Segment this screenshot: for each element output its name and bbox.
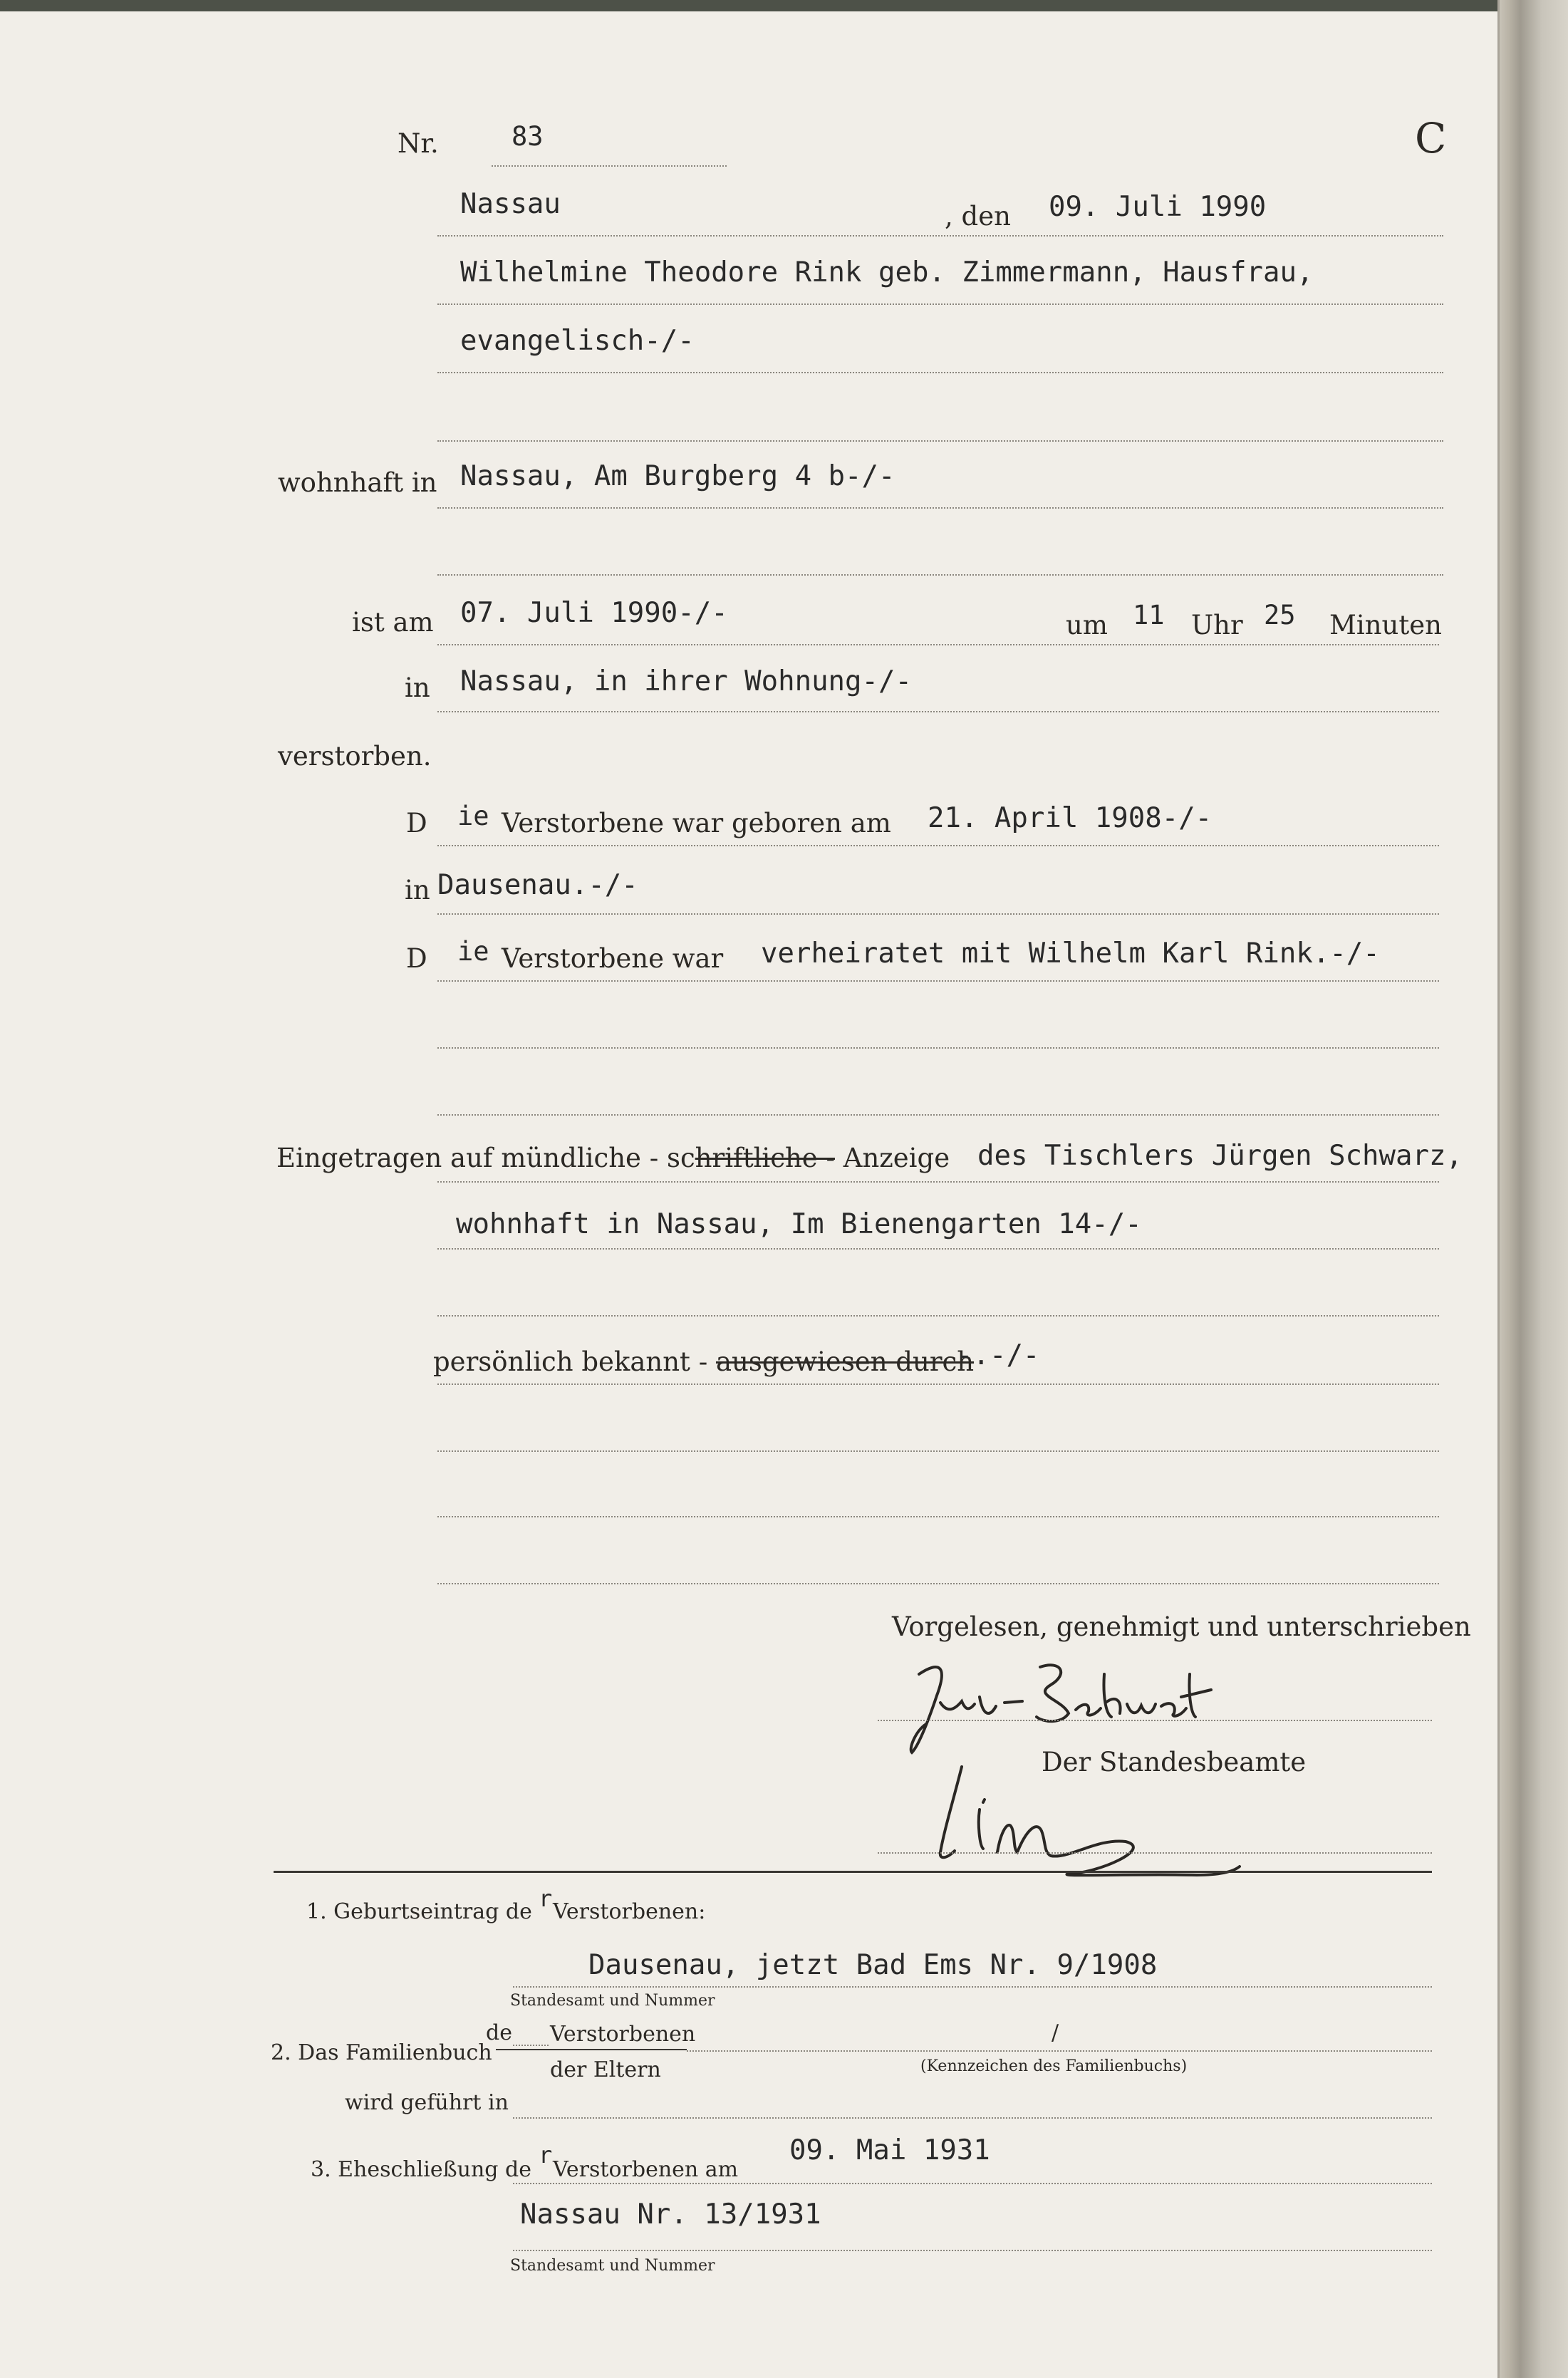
registration-label bbox=[276, 1143, 950, 1173]
signer-rule bbox=[878, 1720, 1432, 1721]
death-date-value: 07. Juli 1990-/- bbox=[460, 597, 728, 629]
birth-label: Verstorbene war geboren am bbox=[502, 808, 891, 838]
birth-ie: ie bbox=[457, 801, 489, 831]
empty-line-6 bbox=[437, 1450, 1439, 1452]
informant-address: wohnhaft in Nassau, Im Bienengarten 14-/- bbox=[456, 1208, 1142, 1240]
minuten-label: Minuten bbox=[1329, 610, 1442, 640]
family-book-slash: / bbox=[1052, 2020, 1059, 2045]
birth-entry-value: Dausenau, jetzt Bad Ems Nr. 9/1908 bbox=[588, 1949, 1158, 1981]
birth-place-value: Dausenau.-/- bbox=[437, 869, 638, 901]
family-book-rule bbox=[687, 2050, 1432, 2052]
empty-line-8 bbox=[437, 1583, 1439, 1584]
identity-rule bbox=[437, 1383, 1439, 1385]
name-line-1: Wilhelmine Theodore Rink geb. Zimmermann, Hausfrau, bbox=[460, 256, 1314, 289]
death-place-value: Nassau, in ihrer Wohnung-/- bbox=[460, 665, 912, 697]
nr-line bbox=[492, 165, 727, 167]
um-label: um bbox=[1066, 610, 1108, 640]
birth-entry-label: 1. Geburtseintrag de bbox=[306, 1899, 532, 1924]
registration-label-prefix: Eingetragen auf mündliche - sc bbox=[276, 1143, 695, 1173]
death-minutes: 25 bbox=[1264, 600, 1296, 630]
family-book-de: de bbox=[486, 2020, 512, 2045]
gefuehrt-rule bbox=[513, 2117, 1432, 2119]
official-rule bbox=[878, 1852, 1432, 1854]
identity-label bbox=[433, 1346, 974, 1377]
marriage-ie: ie bbox=[457, 936, 489, 967]
corner-letter: C bbox=[1415, 114, 1447, 162]
nr-label: Nr. bbox=[398, 128, 439, 159]
marriage-rule bbox=[437, 980, 1439, 982]
family-book-fraction-line bbox=[496, 2049, 687, 2050]
registration-rule-2 bbox=[437, 1248, 1439, 1250]
death-place-label: in bbox=[405, 673, 430, 703]
residence-value: Nassau, Am Burgberg 4 b-/- bbox=[460, 460, 895, 492]
top-edge bbox=[0, 0, 1568, 11]
marriage-entry-rule bbox=[513, 2183, 1432, 2184]
marriage-value: verheiratet mit Wilhelm Karl Rink.-/- bbox=[761, 938, 1380, 970]
book-spine-edge bbox=[1499, 0, 1568, 2378]
family-book-label: 2. Das Familienbuch bbox=[271, 2040, 492, 2065]
verstorben-label: verstorben. bbox=[278, 741, 432, 772]
death-place-rule bbox=[437, 711, 1439, 712]
standesamt-caption-2: Standesamt und Nummer bbox=[510, 2257, 715, 2275]
page-edge-line bbox=[1497, 0, 1500, 2378]
informant-value: des Tischlers Jürgen Schwarz, bbox=[977, 1140, 1463, 1172]
registration-label-struck: hriftliche - bbox=[695, 1143, 835, 1173]
date-value: 09. Juli 1990 bbox=[1049, 191, 1267, 223]
empty-line-1 bbox=[437, 440, 1443, 442]
identity-label-text: persönlich bekannt - bbox=[433, 1346, 716, 1377]
read-approved-label: Vorgelesen, genehmigt und unterschrieben bbox=[892, 1611, 1471, 1642]
birth-d-label: D bbox=[406, 808, 427, 838]
family-book-eltern: der Eltern bbox=[550, 2057, 661, 2082]
birth-entry-suffix: Verstorbenen: bbox=[553, 1899, 706, 1924]
marriage-entry-label: 3. Eheschließung de bbox=[311, 2157, 531, 2182]
empty-line-7 bbox=[437, 1516, 1439, 1517]
empty-line-3 bbox=[437, 1047, 1439, 1049]
place-value: Nassau bbox=[460, 188, 561, 220]
birth-place-label: in bbox=[405, 875, 430, 905]
place-line bbox=[437, 235, 1443, 237]
identity-value: -.-/- bbox=[956, 1339, 1040, 1371]
residence-label: wohnhaft in bbox=[278, 467, 437, 498]
birth-place-rule bbox=[437, 913, 1439, 915]
marriage-entry-sup: r bbox=[539, 2141, 553, 2169]
residence-rule bbox=[437, 507, 1443, 509]
official-label: Der Standesbeamte bbox=[1042, 1747, 1307, 1777]
marriage-entry-date: 09. Mai 1931 bbox=[789, 2134, 990, 2166]
standesamt-caption-1: Standesamt und Nummer bbox=[510, 1992, 715, 2010]
family-book-verstorbenen: Verstorbenen bbox=[550, 2022, 696, 2047]
marriage-value-rule bbox=[513, 2250, 1432, 2251]
marriage-entry-suffix: Verstorbenen am bbox=[553, 2157, 739, 2182]
official-signature bbox=[912, 1753, 1247, 1902]
death-hour: 11 bbox=[1133, 600, 1165, 630]
birth-entry-rule bbox=[513, 1986, 1432, 1988]
birth-date-value: 21. April 1908-/- bbox=[928, 802, 1213, 834]
nr-value: 83 bbox=[512, 121, 544, 152]
birth-entry-sup: r bbox=[539, 1885, 553, 1912]
empty-line-4 bbox=[437, 1114, 1439, 1116]
footer-divider bbox=[274, 1871, 1432, 1873]
name-line-1-rule bbox=[437, 303, 1443, 305]
death-date-label: ist am bbox=[352, 607, 434, 638]
marriage-label: Verstorbene war bbox=[502, 943, 724, 974]
marriage-d-label: D bbox=[406, 943, 427, 974]
birth-rule bbox=[437, 845, 1439, 846]
empty-line-5 bbox=[437, 1315, 1439, 1317]
registration-rule-1 bbox=[437, 1181, 1439, 1183]
date-label: , den bbox=[945, 201, 1011, 232]
empty-line-2 bbox=[437, 574, 1443, 576]
uhr-label: Uhr bbox=[1191, 610, 1243, 640]
family-book-de-rule bbox=[513, 2045, 549, 2046]
name-line-2-rule bbox=[437, 372, 1443, 373]
death-date-rule bbox=[437, 644, 1439, 645]
identity-label-struck: ausgewiesen durch bbox=[715, 1346, 975, 1377]
registration-label-suffix: Anzeige bbox=[834, 1143, 950, 1173]
kennzeichen-caption: (Kennzeichen des Familienbuchs) bbox=[920, 2057, 1188, 2075]
name-line-2: evangelisch-/- bbox=[460, 325, 695, 357]
marriage-entry-value: Nassau Nr. 13/1931 bbox=[520, 2198, 821, 2231]
gefuehrt-label: wird geführt in bbox=[345, 2090, 509, 2115]
